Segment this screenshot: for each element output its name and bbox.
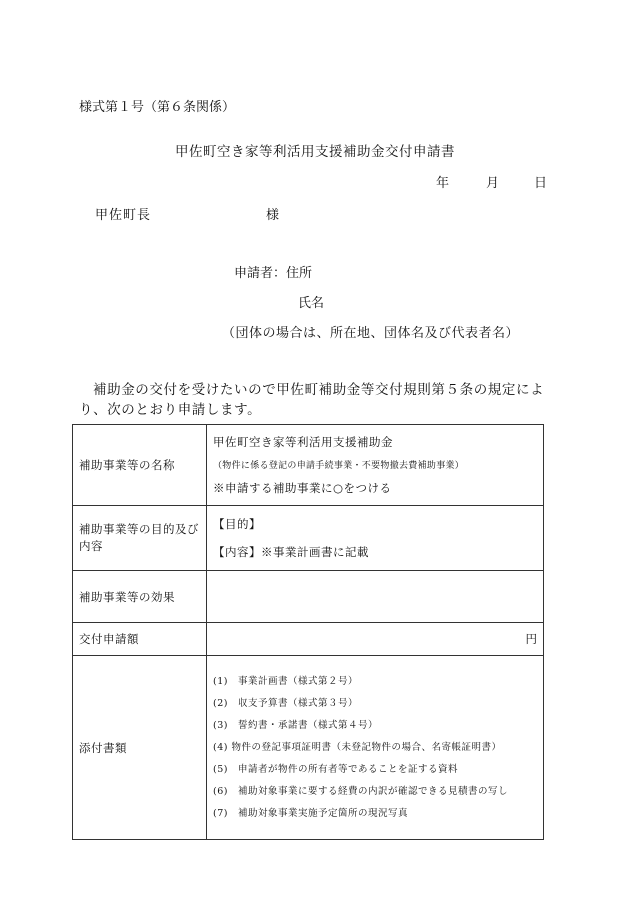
purpose-line1: 【目的】: [213, 517, 261, 531]
application-table: [72, 424, 544, 840]
date-day: 日: [534, 176, 548, 191]
amount-cell: 円: [207, 623, 544, 656]
document-title: 甲佐町空き家等利活用支援補助金交付申請書: [175, 144, 455, 160]
effect-label: 補助事業等の効果: [73, 571, 207, 623]
project-name-line1: 甲佐町空き家等利活用支援補助金: [213, 435, 393, 449]
table-row-project-name: [73, 425, 544, 506]
purpose-cell: [207, 506, 544, 571]
attachment-item: (6) 補助対象事業に要する経費の内訳が確認できる見積書の写し: [213, 786, 508, 797]
attachment-item: (4) 物件の登記事項証明書（未登記物件の場合、名寄帳証明書）: [213, 742, 502, 753]
effect-cell: [207, 571, 544, 623]
addressee: [95, 204, 279, 223]
attachment-item: (1) 事業計画書（様式第２号）: [213, 676, 358, 687]
purpose-label: 補助事業等の目的及び内容: [73, 506, 207, 571]
applicant-address-label: 申請者：住所: [234, 266, 313, 281]
date-year: 年: [436, 176, 450, 191]
attachment-item: (7) 補助対象事業実施予定箇所の現況写真: [213, 808, 408, 819]
project-name-cell: [207, 425, 544, 506]
intro-paragraph: 補助金の交付を受けたいので甲佐町補助金等交付規則第５条の規定により、次のとおり申請します。: [79, 382, 545, 418]
attachments-label: 添付書類: [73, 656, 207, 840]
project-name-line3: ※申請する補助事業に○をつける: [213, 481, 392, 495]
table-row-attachments: [73, 656, 544, 840]
addressee-name: 甲佐町長: [95, 208, 152, 223]
applicant-name-label: 氏名: [298, 296, 325, 311]
table-row-effect: [73, 571, 544, 623]
attachment-item: (5) 申請者が物件の所有者等であることを証する資料: [213, 764, 458, 775]
attachment-item: (2) 収支予算書（様式第３号）: [213, 698, 358, 709]
purpose-line2: 【内容】※事業計画書に記載: [213, 545, 369, 559]
form-number: 様式第１号（第６条関係）: [79, 100, 236, 115]
addressee-honorific: 様: [266, 208, 280, 223]
table-row-purpose: [73, 506, 544, 571]
project-name-label: 補助事業等の名称: [73, 425, 207, 506]
table-row-amount: [73, 623, 544, 656]
attachments-cell: [207, 656, 544, 840]
applicant-note: （団体の場合は、所在地、団体名及び代表者名）: [222, 326, 520, 341]
attachment-item: (3) 誓約書・承諾書（様式第４号）: [213, 720, 378, 731]
date-row: [436, 172, 554, 191]
project-name-line2: （物件に係る登記の申請手続事業・不要物撤去費補助事業）: [213, 461, 465, 471]
date-month: 月: [486, 176, 500, 191]
amount-label: 交付申請額: [73, 623, 207, 656]
